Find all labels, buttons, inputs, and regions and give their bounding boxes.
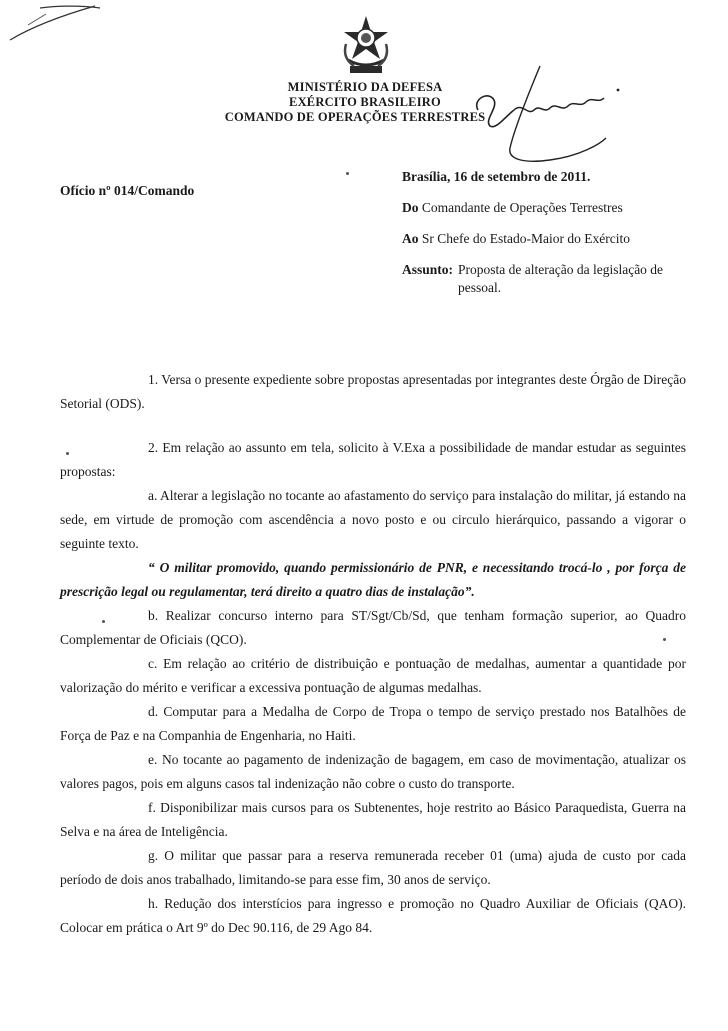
scan-speck (346, 172, 349, 175)
paragraph-2: 2. Em relação ao assunto em tela, solicito à V.Exa a possibilidade de mandar estudar as seguintes propostas: (60, 440, 686, 479)
sender-text: Comandante de Operações Terrestres (421, 200, 623, 215)
letter-reference: Ofício nº 014/Comando (60, 183, 195, 198)
letter-body (60, 368, 686, 940)
letter-date: Brasília, 16 de setembro de 2011. (402, 169, 591, 184)
subject-text: Proposta de alteração da legislação de pessoal. (458, 262, 664, 295)
ministry-name: MINISTÉRIO DA DEFESA (287, 80, 443, 94)
handwritten-signature (470, 60, 650, 170)
item-g: g. O militar que passar para a reserva remunerada receber 01 (uma) ajuda de custo por cada período de dois anos trabalhado, limitando-se para esse fim, 30 anos de serviço. (60, 848, 686, 887)
item-b: b. Realizar concurso interno para ST/Sgt/Cb/Sd, que tenham formação superior, ao Quadro Complementar de Oficiais (QCO). (60, 608, 686, 647)
recipient-label: Ao (402, 231, 419, 246)
proposed-text-quote: “ O militar promovido, quando permissionário de PNR, e necessitando trocá-lo , por força de prescrição legal ou regulamentar, terá direito a quatro dias de instalação”. (60, 560, 686, 599)
subject-line (402, 261, 702, 297)
letter-meta (402, 168, 702, 297)
recipient-text: Sr Chefe do Estado-Maior do Exército (421, 231, 630, 246)
pen-scribble-mark (0, 0, 120, 60)
coat-of-arms-icon (340, 14, 392, 78)
paragraph-1: 1. Versa o presente expediente sobre propostas apresentadas por integrantes deste Órgão de Direção Setorial (ODS). (60, 372, 686, 411)
item-f: f. Disponibilizar mais cursos para os Subtenentes, hoje restrito ao Básico Paraquedista, Guerra na Selva e na área de Inteligência. (60, 800, 686, 839)
item-c: c. Em relação ao critério de distribuição e pontuação de medalhas, aumentar a quantidade por valorização do mérito e verificar a excessiva pontuação de algumas medalhas. (60, 656, 686, 695)
army-name: EXÉRCITO BRASILEIRO (289, 95, 441, 109)
item-d: d. Computar para a Medalha de Corpo de Tropa o tempo de serviço prestado nos Batalhões de Força de Paz e na Companhia de Engenharia, no Haiti. (60, 704, 686, 743)
scan-speck (66, 452, 69, 455)
scan-speck (663, 638, 666, 641)
scan-speck (102, 620, 105, 623)
item-a: a. Alterar a legislação no tocante ao afastamento do serviço para instalação do militar, já estando na sede, em virtude de promoção com ascendência a novo posto e ou circulo hierárquico, passando a vigorar o seguinte texto. (60, 488, 686, 551)
recipient-line (402, 230, 702, 248)
item-h: h. Redução dos interstícios para ingresso e promoção no Quadro Auxiliar de Oficiais (QAO). Colocar em prática o Art 9º do Dec 90.116, de 29 Ago 84. (60, 896, 686, 935)
sender-line (402, 199, 702, 217)
subject-label: Assunto: (402, 262, 454, 277)
item-e: e. No tocante ao pagamento de indenização de bagagem, em caso de movimentação, atualizar os valores pagos, pois em alguns casos tal indenização não cobre o custo do transporte. (60, 752, 686, 791)
command-name: COMANDO DE OPERAÇÕES TERRESTRES (224, 110, 486, 124)
sender-label: Do (402, 200, 419, 215)
